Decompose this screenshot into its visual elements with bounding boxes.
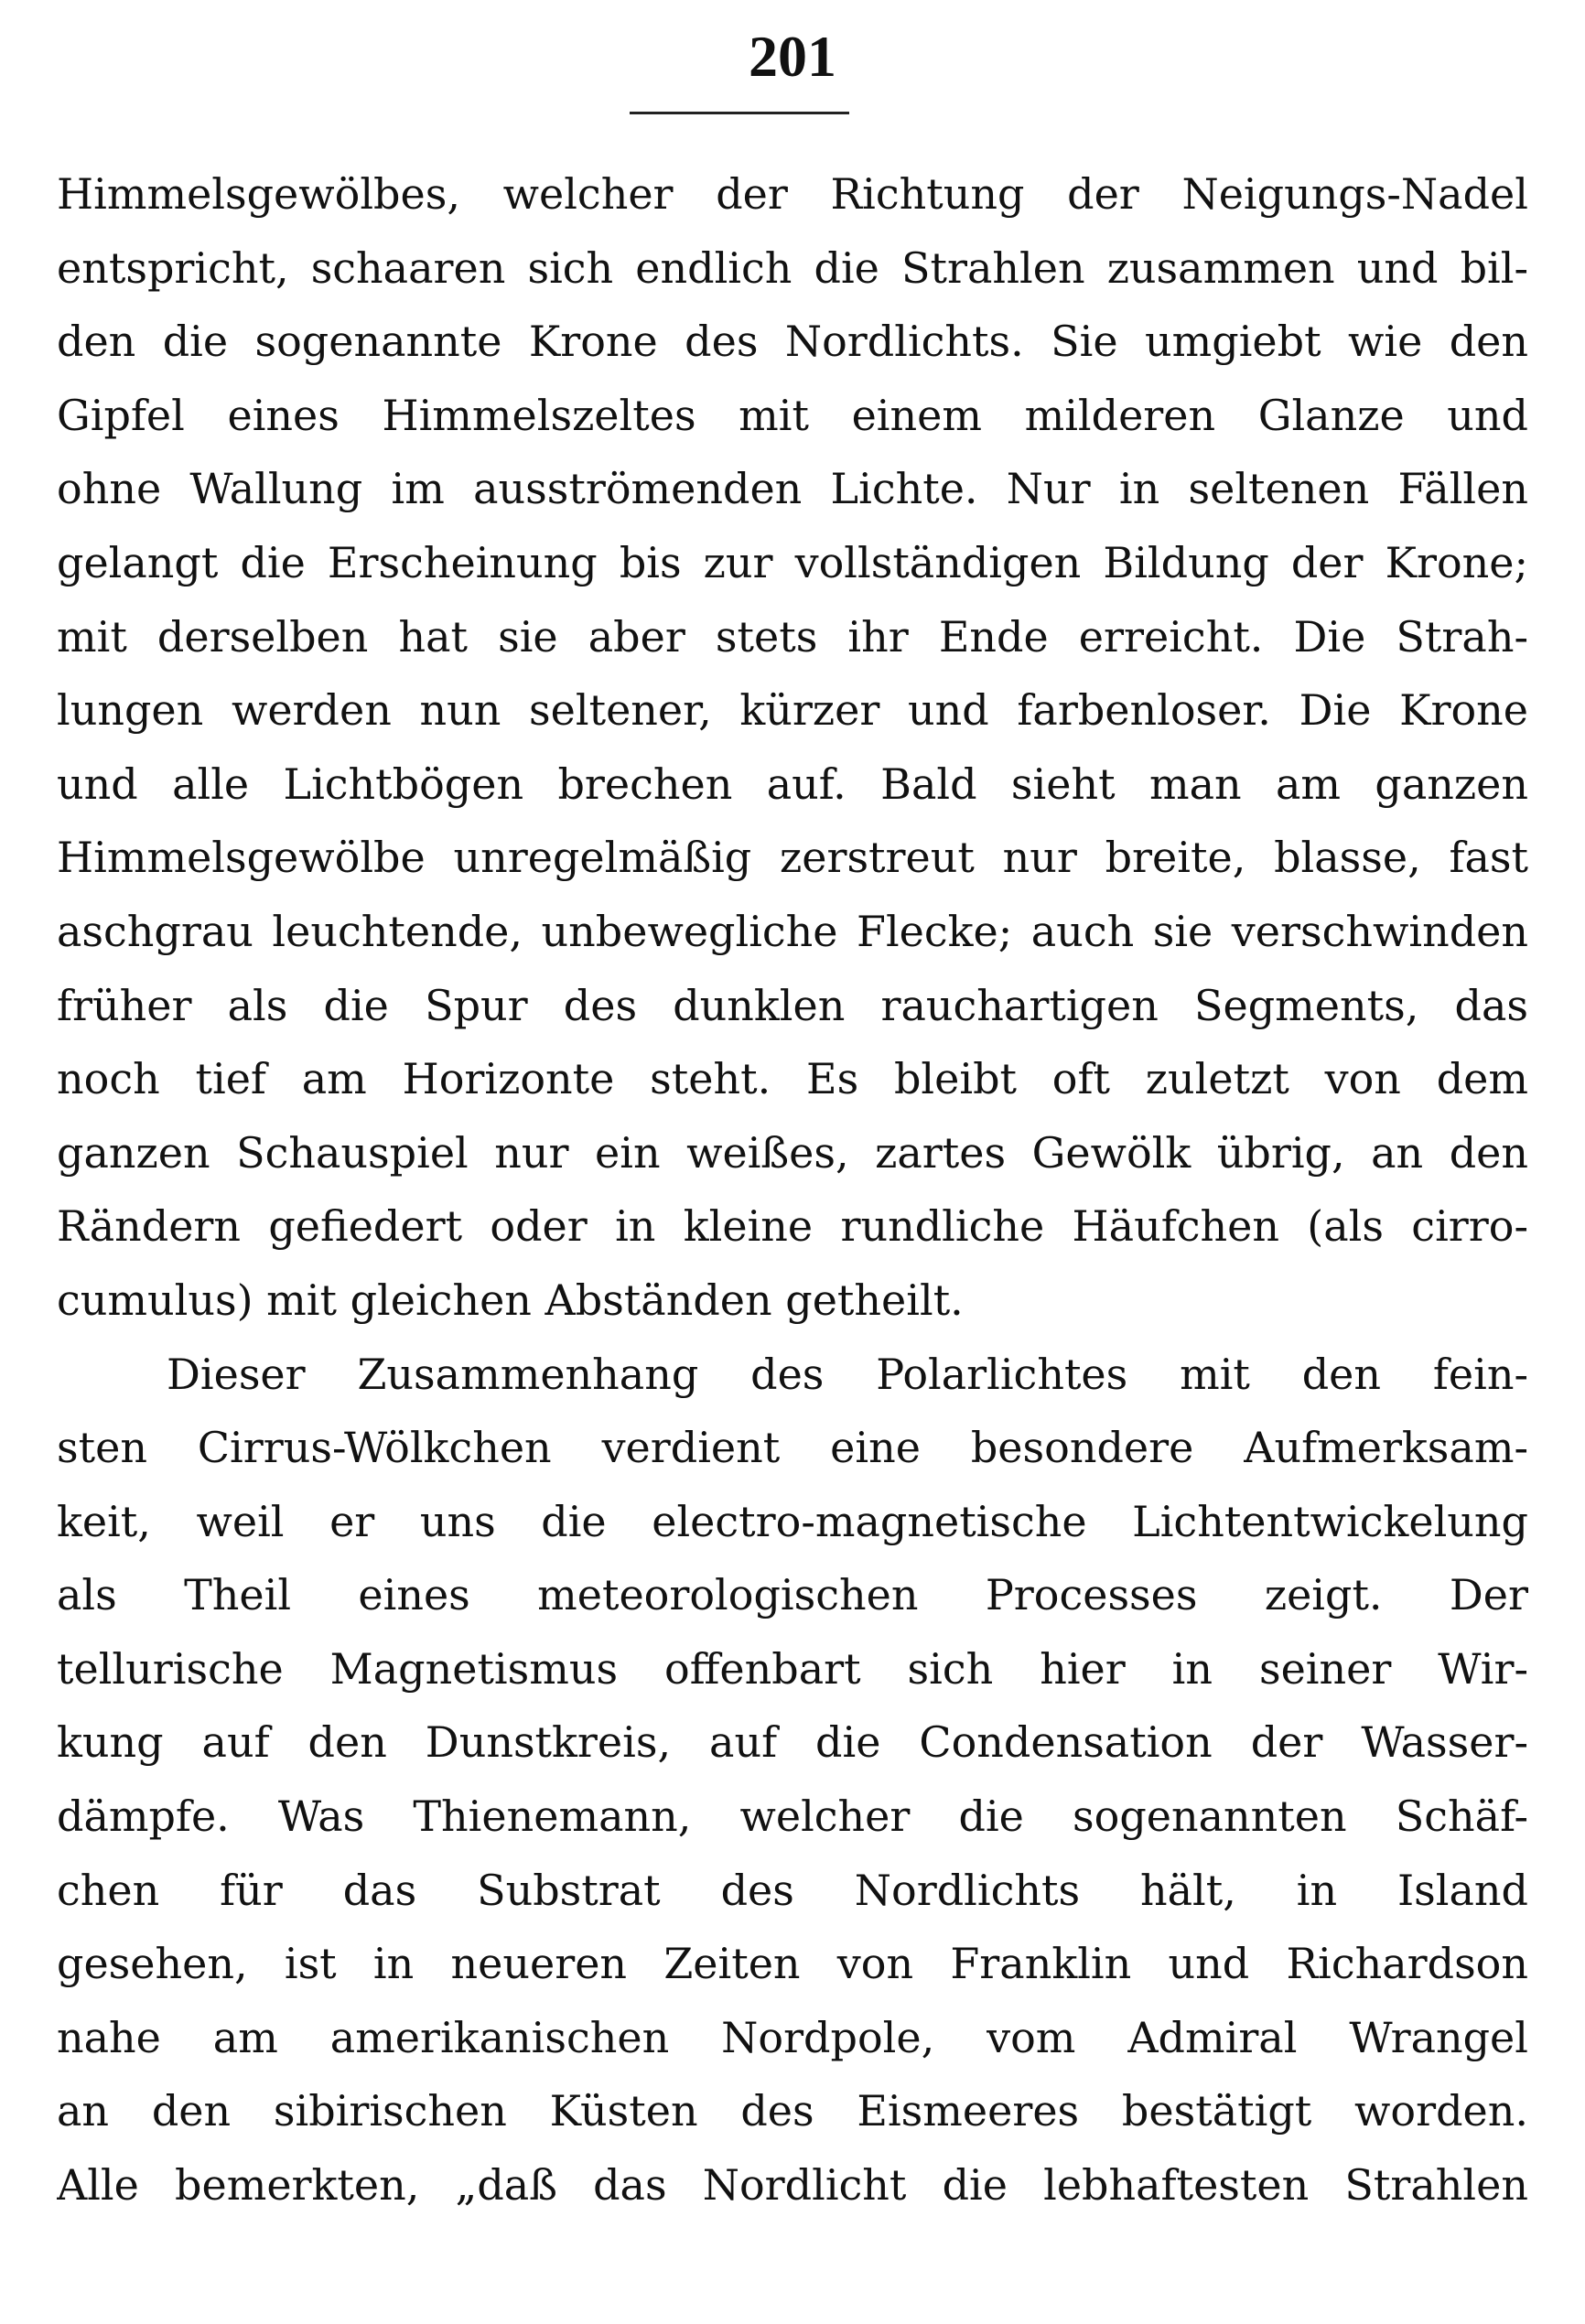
text-line: früher als die Spur des dunklen rauchartigen Segments, das (57, 980, 1528, 1030)
text-line: ohne Wallung im ausströmenden Lichte. Nur in seltenen Fällen (57, 464, 1528, 514)
text-line: gesehen, ist in neueren Zeiten von Franklin und Richardson (57, 1939, 1528, 1989)
text-line: aschgrau leuchtende, unbewegliche Flecke; auch sie verschwinden (57, 906, 1528, 956)
text-line: als Theil eines meteorologischen Processes zeigt. Der (57, 1570, 1528, 1620)
text-line: nahe am amerikanischen Nordpole, vom Admiral Wrangel (57, 2012, 1528, 2062)
text-line: tellurische Magnetismus offenbart sich hier in seiner Wir- (57, 1643, 1528, 1694)
text-line: entspricht, schaaren sich endlich die Strahlen zusammen und bil- (57, 242, 1528, 293)
body-text (57, 157, 1528, 2222)
text-line: mit derselben hat sie aber stets ihr Ende erreicht. Die Strah- (57, 611, 1528, 662)
text-line: dämpfe. Was Thienemann, welcher die sogenannten Schäf- (57, 1791, 1528, 1842)
text-line: sten Cirrus-Wölkchen verdient eine besondere Aufmerksam- (57, 1423, 1528, 1473)
text-line: Dieser Zusammenhang des Polarlichtes mit den fein- (167, 1349, 1528, 1399)
page-number: 201 (749, 24, 836, 89)
text-line: den die sogenannte Krone des Nordlichts. Sie umgiebt wie den (57, 317, 1528, 367)
text-line: chen für das Substrat des Nordlichts hält, in Island (57, 1865, 1528, 1915)
text-line: Alle bemerkten, „daß das Nordlicht die lebhaftesten Strahlen (57, 2160, 1528, 2211)
text-line: gelangt die Erscheinung bis zur vollständigen Bildung der Krone; (57, 537, 1528, 587)
text-line: kung auf den Dunstkreis, auf die Condensation der Wasser- (57, 1717, 1528, 1768)
text-line: lungen werden nun seltener, kürzer und farbenloser. Die Krone (57, 685, 1528, 736)
text-line: und alle Lichtbögen brechen auf. Bald sieht man am ganzen (57, 759, 1528, 809)
text-line: cumulus) mit gleichen Abständen getheilt. (57, 1275, 964, 1325)
text-line: ganzen Schauspiel nur ein weißes, zartes Gewölk übrig, an den (57, 1127, 1528, 1178)
text-line: noch tief am Horizonte steht. Es bleibt oft zuletzt von dem (57, 1054, 1528, 1104)
text-line: Gipfel eines Himmelszeltes mit einem milderen Glanze und (57, 390, 1528, 440)
header-divider (630, 112, 849, 114)
paragraph-1 (57, 157, 1528, 1338)
text-line: Himmelsgewölbe unregelmäßig zerstreut nur breite, blasse, fast (57, 833, 1528, 883)
text-line: keit, weil er uns die electro-magnetische Lichtentwickelung (57, 1496, 1528, 1546)
text-line: Rändern gefiedert oder in kleine rundliche Häufchen (als cirro- (57, 1201, 1528, 1252)
paragraph-2 (57, 1338, 1528, 2222)
text-line: an den sibirischen Küsten des Eismeeres bestätigt worden. (57, 2086, 1528, 2136)
text-line: Himmelsgewölbes, welcher der Richtung der Neigungs-Nadel (57, 169, 1528, 219)
